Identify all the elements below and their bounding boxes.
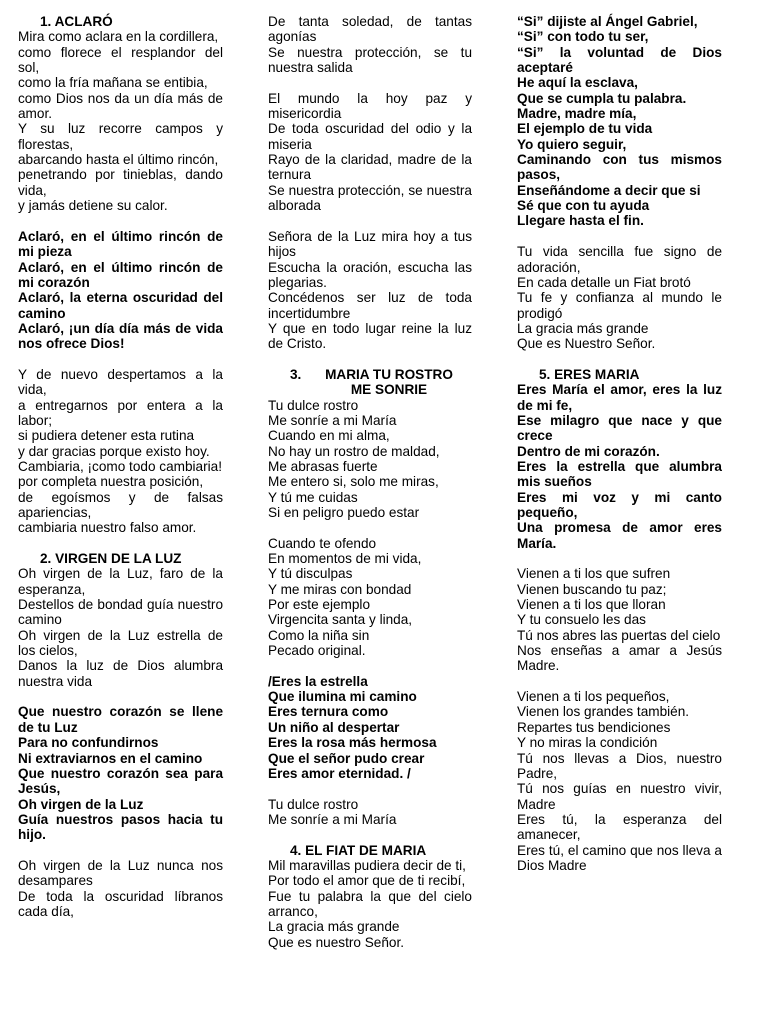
column-3 [517, 14, 722, 873]
chorus-line: Eres amor eternidad. / [268, 765, 411, 781]
verse-line: Si en peligro puedo estar [268, 505, 420, 520]
verse-line: De toda oscuridad del odio y la miseria [268, 121, 472, 152]
verse-line: Y no miras la condición [517, 735, 658, 751]
stanza-gap [18, 213, 223, 228]
verse-line: Tú nos guías en nuestro vivir, Madre [517, 781, 722, 812]
verse-line: En momentos de mi vida, [268, 551, 422, 567]
verse-line: Y me miras con bondad [268, 581, 412, 597]
verse-line: Escucha la oración, escucha las plegarias. [268, 259, 472, 290]
stanza-gap [268, 75, 472, 90]
stanza-gap [517, 674, 722, 689]
song-number: 3. [290, 366, 302, 382]
verse-line: Se nuestra protección, se nuestra alborada [268, 182, 472, 214]
verse-line: y jamás detiene su calor. [18, 198, 168, 214]
chorus-line: Que el señor pudo crear [268, 750, 425, 766]
chorus-line: El ejemplo de tu vida [517, 121, 653, 137]
verse-line: Como la niña sin [268, 627, 370, 643]
stanza-gap [268, 781, 472, 796]
verse-line: Se nuestra protección, se tu nuestra salida [268, 44, 472, 76]
verse-line: como la fría mañana se entibia, [18, 75, 208, 91]
verse-line: Me abrasas fuerte [268, 458, 378, 474]
verse-line: Vienen a ti los pequeños, [517, 689, 670, 705]
verse-line: Y tu consuelo les das [517, 612, 646, 628]
verse-line: cambiaria nuestro falso amor. [18, 520, 197, 536]
stanza-gap [268, 827, 472, 842]
verse-line: Tu vida sencilla fue signo de adoración, [517, 244, 722, 275]
stanza-gap [268, 658, 472, 673]
verse-line: de egoísmos y de falsas apariencias, [18, 489, 223, 520]
verse-line: a entregarnos por entera a la labor; [18, 397, 223, 428]
verse-line: Destellos de bondad guía nuestro camino [18, 597, 223, 628]
chorus-line: Llegare hasta el fin. [517, 213, 644, 229]
verse-line: Cambiaria, ¡como todo cambiaria! [18, 458, 222, 474]
stanza-gap [18, 689, 223, 704]
chorus-line: Ese milagro que nace y que crece [517, 412, 722, 444]
verse-line: De tanta soledad, de tantas agonías [268, 14, 472, 45]
stanza-gap [18, 536, 223, 551]
verse-line: Señora de la Luz mira hoy a tus hijos [268, 228, 472, 260]
verse-line: Que es Nuestro Señor. [517, 336, 656, 352]
verse-line: Pecado original. [268, 643, 366, 659]
chorus-line: Aclaró, la eterna oscuridad del camino [18, 290, 223, 321]
verse-line: Y que en todo lugar reine la luz de Cristo. [268, 320, 472, 352]
verse-line: Mil maravillas pudiera decir de ti, [268, 857, 466, 873]
chorus-line: Ni extraviarnos en el camino [18, 750, 203, 766]
chorus-line: Que se cumpla tu palabra. [517, 90, 687, 106]
chorus-line: Para no confundirnos [18, 735, 159, 751]
verse-line: Tú nos llevas a Dios, nuestro Padre, [517, 750, 722, 781]
verse-line: Me entero si, solo me miras, [268, 474, 439, 490]
verse-line: Eres tú, el camino que nos lleva a Dios Madre [517, 842, 722, 873]
song-title: 4. EL FIAT DE MARIA [290, 842, 427, 858]
verse-line: Vienen a ti los que lloran [517, 597, 666, 613]
stanza-gap [268, 520, 472, 535]
column-2 [268, 14, 472, 950]
verse-line: Virgencita santa y linda, [268, 612, 413, 628]
chorus-line: Que ilumina mi camino [268, 689, 417, 705]
verse-line: Y tú disculpas [268, 566, 353, 582]
verse-line: El mundo la hoy paz y misericordia [268, 90, 472, 122]
chorus-line: Guía nuestros pasos hacia tu hijo. [18, 811, 223, 843]
verse-line: si pudiera detener esta rutina [18, 428, 195, 444]
chorus-line: Oh virgen de la Luz [18, 796, 144, 812]
verse-line: Fue tu palabra la que del cielo arranco, [268, 888, 472, 919]
verse-line: Vienen a ti los que sufren [517, 566, 671, 582]
verse-line: Vienen los grandes también. [517, 704, 690, 720]
verse-line: Concédenos ser luz de toda incertidumbre [268, 290, 472, 321]
verse-line: Por todo el amor que de ti recibí, [268, 873, 466, 889]
stanza-gap [18, 843, 223, 858]
verse-line: Oh virgen de la Luz nunca nos desampares [18, 857, 223, 889]
verse-line: Tu dulce rostro [268, 796, 359, 812]
chorus-line: “Si” dijiste al Ángel Gabriel, [517, 14, 698, 29]
verse-line: Tu dulce rostro [268, 397, 359, 413]
verse-line: abarcando hasta el último rincón, [18, 152, 219, 168]
chorus-line: /Eres la estrella [268, 673, 368, 689]
verse-line: Rayo de la claridad, madre de la ternura [268, 152, 472, 183]
chorus-line: Aclaró, en el último rincón de mi corazón [18, 259, 223, 290]
chorus-line: Aclaró, ¡un día día más de vida nos ofrece Dios! [18, 320, 223, 352]
song-title-text: MARIA TU ROSTRO ME SONRIE [325, 366, 453, 398]
verse-line: Nos enseñas a amar a Jesús Madre. [517, 643, 722, 674]
verse-line: Cuando te ofendo [268, 535, 377, 551]
verse-line: Vienen buscando tu paz; [517, 581, 667, 597]
chorus-line: Eres María el amor, eres la luz de mi fe, [517, 382, 722, 413]
chorus-line: Caminando con tus mismos pasos, [517, 152, 722, 183]
song-title: 5. ERES MARIA [539, 366, 640, 382]
verse-line: Repartes tus bendiciones [517, 719, 671, 735]
verse-line: y dar gracias porque existo hoy. [18, 443, 210, 459]
chorus-line: Enseñándome a decir que si [517, 182, 701, 198]
verse-line: Oh virgen de la Luz, faro de la esperanza, [18, 566, 223, 597]
song-title: 1. ACLARÓ [40, 14, 113, 29]
stanza-gap [18, 352, 223, 367]
chorus-line: Eres la rosa más hermosa [268, 735, 437, 751]
verse-line: La gracia más grande [268, 919, 400, 935]
chorus-line: Que nuestro corazón sea para Jesús, [18, 765, 223, 797]
column-1 [18, 14, 223, 919]
chorus-line: Aclaró, en el último rincón de mi pieza [18, 228, 223, 260]
chorus-line: “Si” con todo tu ser, [517, 29, 649, 45]
verse-line: Por este ejemplo [268, 597, 371, 613]
verse-line: Que es nuestro Señor. [268, 934, 405, 950]
verse-line: Me sonríe a mi María [268, 412, 397, 428]
verse-line: Y tú me cuidas [268, 489, 358, 505]
chorus-line: Una promesa de amor eres María. [517, 520, 722, 551]
verse-line: como Dios nos da un día más de amor. [18, 90, 223, 122]
stanza-gap [517, 551, 722, 566]
stanza-gap [517, 229, 722, 244]
verse-line: Y de nuevo despertamos a la vida, [18, 366, 223, 398]
verse-line: Danos la luz de Dios alumbra nuestra vida [18, 658, 223, 689]
verse-line: penetrando por tinieblas, dando vida, [18, 167, 223, 198]
song-title [268, 367, 472, 398]
chorus-line: Que nuestro corazón se llene de tu Luz [18, 704, 223, 735]
chorus-line: Un niño al despertar [268, 719, 400, 735]
verse-line: La gracia más grande [517, 320, 649, 336]
verse-line: Tu fe y confianza al mundo le prodigó [517, 290, 722, 321]
song-title: 2. VIRGEN DE LA LUZ [40, 551, 182, 567]
verse-line: por completa nuestra posición, [18, 474, 204, 490]
verse-line: Cuando en mi alma, [268, 428, 390, 444]
chorus-line: Yo quiero seguir, [517, 136, 627, 152]
verse-line: Y su luz recorre campos y florestas, [18, 121, 223, 152]
chorus-line: He aquí la esclava, [517, 75, 638, 91]
stanza-gap [268, 352, 472, 367]
verse-line: Me sonríe a mi María [268, 811, 397, 827]
verse-line: Tú nos abres las puertas del cielo [517, 627, 721, 643]
chorus-line: “Si” la voluntad de Dios aceptaré [517, 44, 722, 76]
verse-line: En cada detalle un Fiat brotó [517, 274, 691, 290]
verse-line: No hay un rostro de maldad, [268, 443, 440, 459]
verse-line: como florece el resplandor del sol, [18, 44, 223, 76]
chorus-line: Dentro de mi corazón. [517, 443, 660, 459]
chorus-line: Sé que con tu ayuda [517, 198, 650, 214]
verse-line: Mira como aclara en la cordillera, [18, 29, 219, 45]
chorus-line: Eres la estrella que alumbra mis sueños [517, 458, 722, 490]
chorus-line: Madre, madre mía, [517, 106, 637, 122]
chorus-line: Eres mi voz y mi canto pequeño, [517, 489, 722, 520]
chorus-line: Eres ternura como [268, 704, 389, 720]
verse-line: Oh virgen de la Luz estrella de los cielos, [18, 627, 223, 659]
stanza-gap [268, 213, 472, 228]
stanza-gap [517, 352, 722, 367]
verse-line: De toda la oscuridad líbranos cada día, [18, 888, 223, 919]
verse-line: Eres tú, la esperanza del amanecer, [517, 811, 722, 843]
